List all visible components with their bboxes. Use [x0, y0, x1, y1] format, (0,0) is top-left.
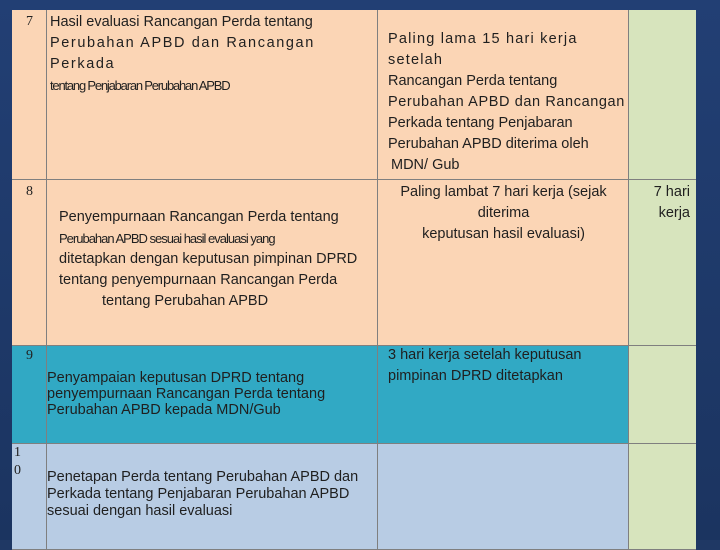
table-row-9	[12, 346, 696, 444]
time-line: keputusan hasil evaluasi)	[422, 226, 585, 242]
note-cell	[629, 10, 696, 180]
table-row-8	[12, 180, 696, 346]
note-line: kerja	[658, 205, 690, 221]
note-cell	[629, 444, 696, 550]
activity-text	[47, 370, 377, 418]
schedule-table	[12, 10, 696, 550]
row-number-digit: 0	[14, 463, 21, 478]
time-text	[388, 345, 628, 387]
activity-line: Perkada tentang Penjabaran Perubahan APBD	[47, 486, 350, 502]
note-cell	[629, 346, 696, 444]
activity-line: Penyampaian keputusan DPRD tentang	[47, 370, 305, 386]
row-number-cell	[12, 444, 47, 550]
time-line: Perubahan APBD dan Rancangan	[388, 94, 625, 110]
activity-cell	[47, 346, 378, 444]
time-line: 3 hari kerja setelah keputusan	[388, 347, 582, 363]
time-cell	[378, 444, 629, 550]
row-number: 8	[26, 184, 33, 199]
time-line: Paling lama 15 hari kerja setelah	[388, 31, 578, 68]
time-line: diterima	[477, 205, 530, 221]
row-number-cell	[12, 10, 47, 180]
row-number-digit: 1	[14, 445, 21, 460]
time-line: MDN/ Gub	[391, 157, 460, 173]
activity-line: Perubahan APBD kepada MDN/Gub	[47, 402, 281, 418]
activity-cell	[47, 444, 378, 550]
activity-text	[50, 12, 376, 96]
note-cell	[629, 180, 696, 346]
activity-line: Penetapan Perda tentang Perubahan APBD dan	[47, 469, 359, 485]
time-line: Rancangan Perda tentang	[388, 73, 558, 89]
activity-text	[47, 469, 377, 520]
row-number-cell	[12, 180, 47, 346]
activity-line: Hasil evaluasi Rancangan Perda tentang	[50, 14, 313, 30]
activity-line: Perubahan APBD dan Rancangan Perkada	[50, 35, 315, 72]
activity-line: tentang penyempurnaan Rancangan Perda	[59, 272, 338, 288]
row-number-cell	[12, 346, 47, 444]
row-number	[14, 444, 21, 480]
activity-cell	[47, 180, 378, 346]
time-line: Paling lambat 7 hari kerja (sejak	[400, 184, 607, 200]
note-line: 7 hari	[653, 184, 690, 200]
time-text	[378, 182, 629, 245]
time-cell	[378, 10, 629, 180]
activity-line: ditetapkan dengan keputusan pimpinan DPRD	[59, 251, 358, 267]
time-text	[388, 29, 628, 176]
activity-line: sesuai dengan hasil evaluasi	[47, 503, 233, 519]
activity-line: penyempurnaan Rancangan Perda tentang	[47, 386, 326, 402]
activity-line: Penyempurnaan Rancangan Perda tentang	[59, 209, 339, 225]
time-cell	[378, 346, 629, 444]
time-line: pimpinan DPRD ditetapkan	[388, 368, 563, 384]
note-text	[654, 182, 690, 224]
time-line: Perkada tentang Penjabaran	[388, 115, 573, 131]
activity-line: Perubahan APBD sesuai hasil evaluasi yang	[59, 231, 275, 246]
activity-line: tentang Penjabaran Perubahan APBD	[50, 78, 230, 93]
row-number: 7	[26, 14, 33, 29]
table-row-10	[12, 444, 696, 550]
activity-cell	[47, 10, 378, 180]
table-row-7	[12, 10, 696, 180]
time-cell	[378, 180, 629, 346]
activity-text	[59, 207, 377, 312]
activity-line: tentang Perubahan APBD	[102, 293, 269, 309]
time-line: Perubahan APBD diterima oleh	[388, 136, 589, 152]
row-number: 9	[26, 348, 33, 363]
